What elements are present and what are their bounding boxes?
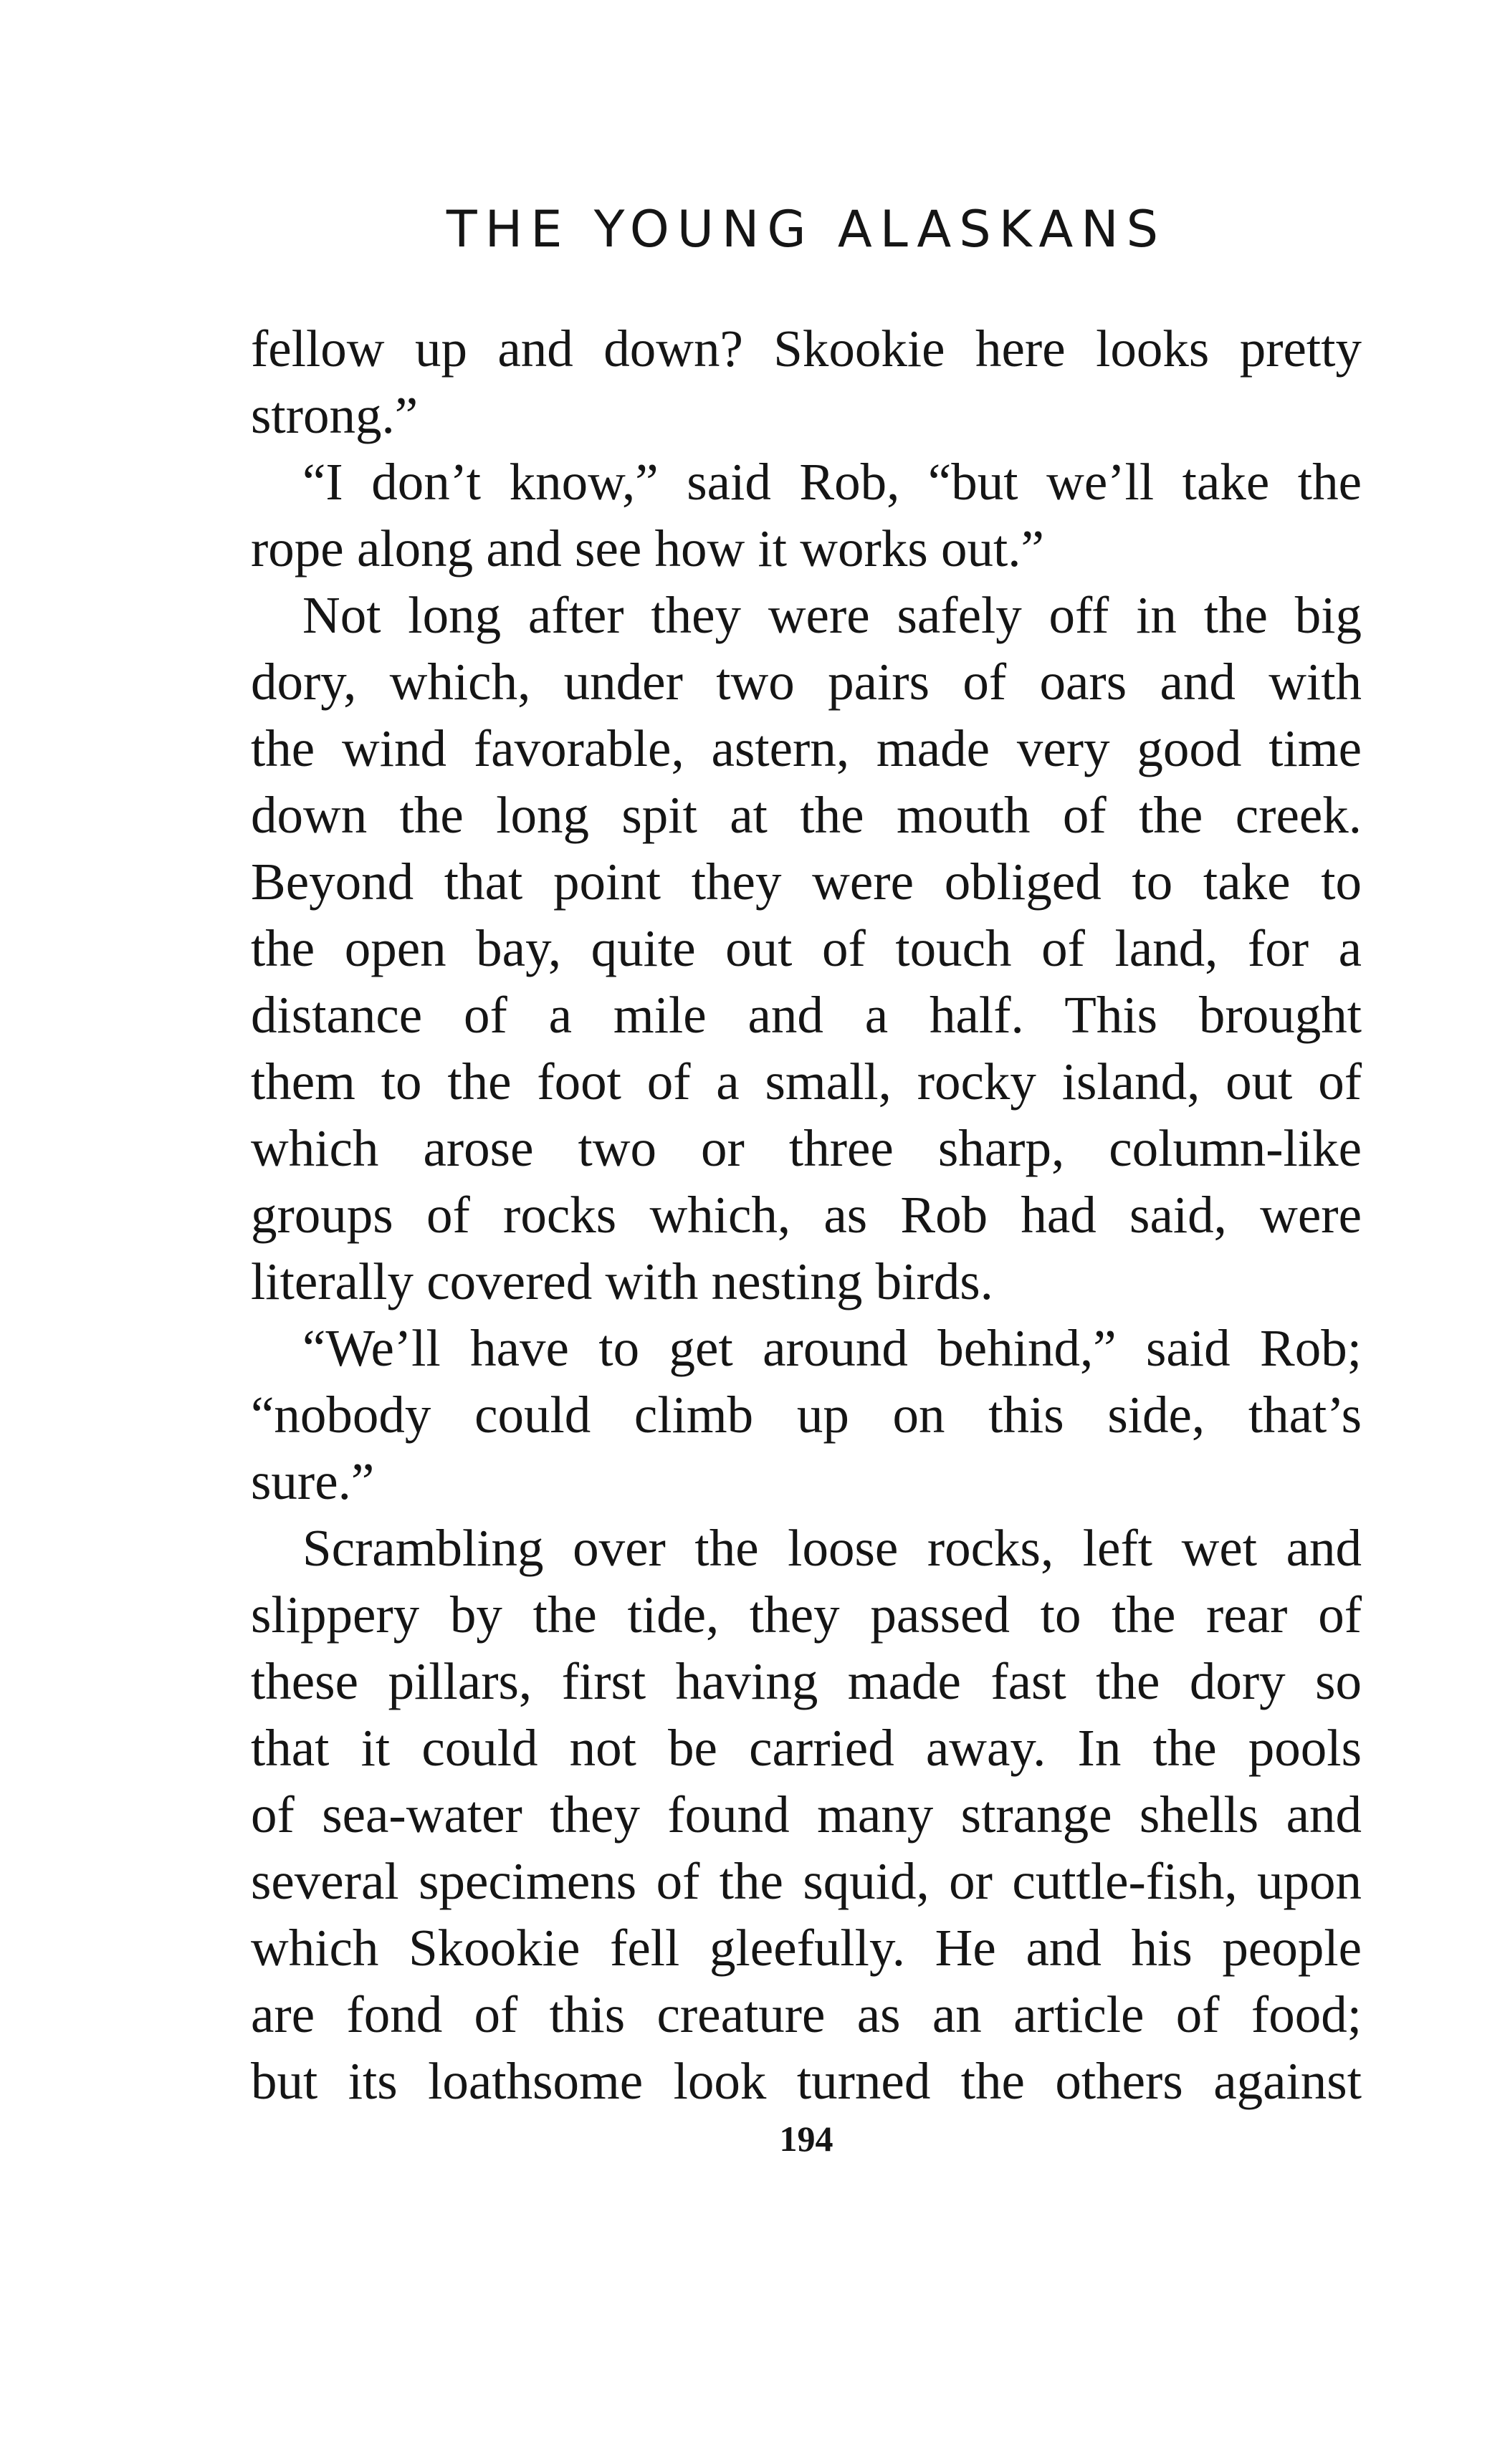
text-line: down the long spit at the mouth of the creek.: [251, 786, 1362, 844]
text-line: literally covered with nesting birds.: [251, 1252, 993, 1310]
text-line: Beyond that point they were obliged to take to: [251, 853, 1362, 911]
text-line: that it could not be carried away. In the pools: [251, 1719, 1362, 1777]
running-title: THE YOUNG ALASKANS: [446, 200, 1167, 259]
text-line: which arose two or three sharp, column-like: [251, 1119, 1362, 1177]
text-line: strong.”: [251, 386, 419, 444]
text-line: groups of rocks which, as Rob had said, were: [251, 1186, 1362, 1244]
page-number: 194: [779, 2119, 833, 2159]
text-line: “nobody could climb up on this side, that’s: [251, 1386, 1362, 1444]
text-line: “I don’t know,” said Rob, “but we’ll take the: [302, 453, 1362, 511]
text-line: of sea-water they found many strange shells and: [251, 1785, 1362, 1844]
text-line: distance of a mile and a half. This brought: [251, 986, 1362, 1044]
text-line: “We’ll have to get around behind,” said Rob;: [302, 1319, 1362, 1377]
text-line: Scrambling over the loose rocks, left wet and: [302, 1519, 1362, 1577]
text-line: fellow up and down? Skookie here looks pretty: [251, 320, 1362, 378]
text-line: which Skookie fell gleefully. He and his people: [251, 1919, 1362, 1977]
text-line: several specimens of the squid, or cuttle-fish, upon: [251, 1852, 1362, 1910]
text-line: sure.”: [251, 1452, 375, 1510]
text-line: Not long after they were safely off in the big: [302, 586, 1362, 644]
text-line: them to the foot of a small, rocky island, out of: [251, 1053, 1362, 1111]
text-line: dory, which, under two pairs of oars and with: [251, 653, 1362, 711]
text-line: the wind favorable, astern, made very good time: [251, 719, 1362, 777]
text-line: are fond of this creature as an article of food;: [251, 1985, 1362, 2043]
text-line: slippery by the tide, they passed to the rear of: [251, 1586, 1362, 1644]
text-line: these pillars, first having made fast the dory so: [251, 1652, 1362, 1710]
body-text: [251, 315, 1362, 2114]
text-line: but its loathsome look turned the others against: [251, 2052, 1362, 2110]
text-line: the open bay, quite out of touch of land, for a: [251, 919, 1362, 977]
text-line: rope along and see how it works out.”: [251, 519, 1044, 577]
